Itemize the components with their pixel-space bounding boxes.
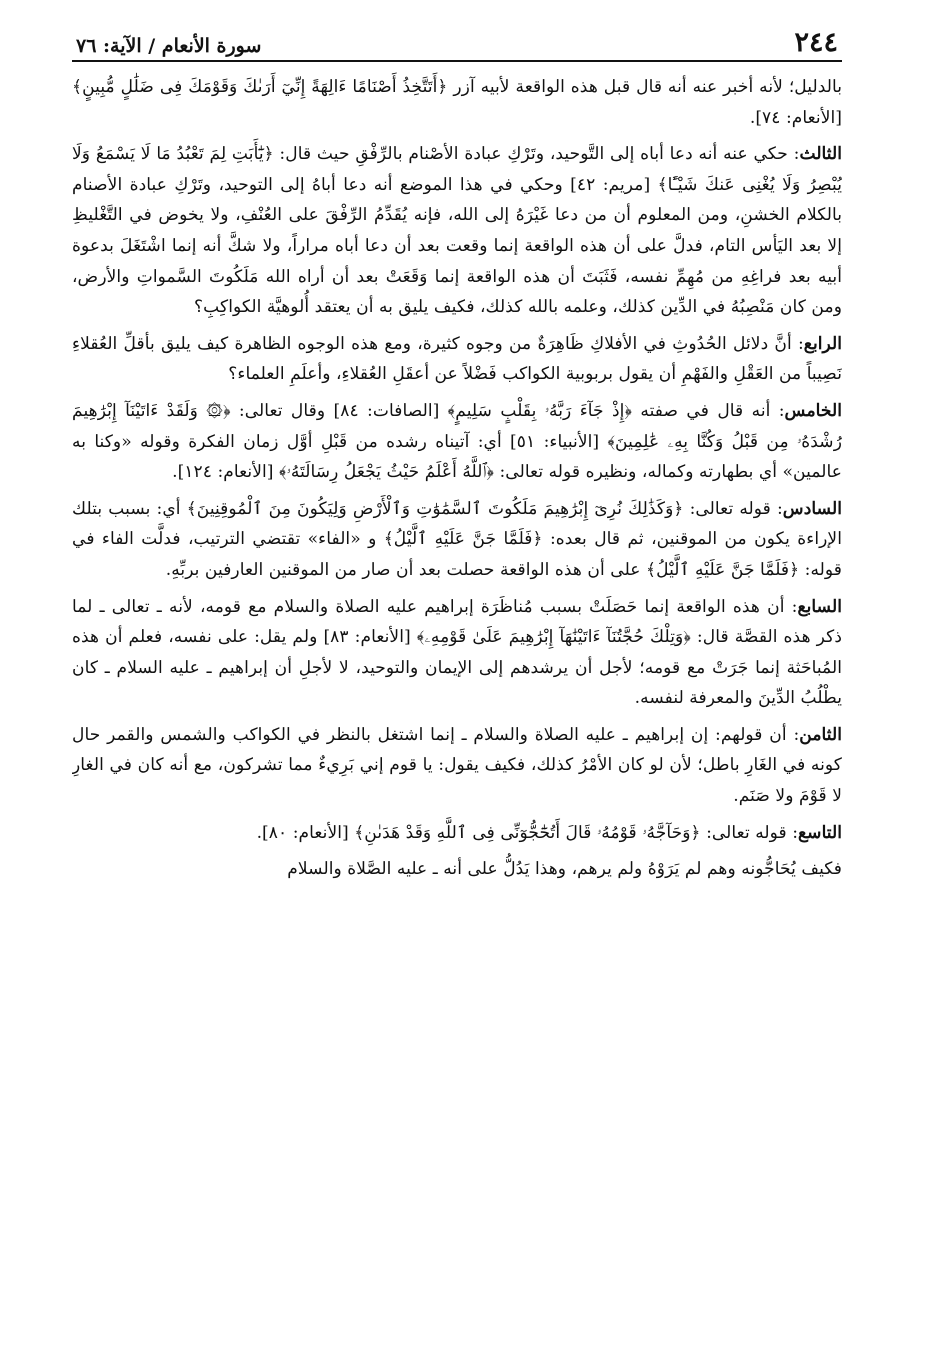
paragraph-label: الثامن [799, 724, 842, 745]
paragraph-label: السابع [797, 596, 842, 617]
paragraph-label: الرابع [803, 333, 842, 354]
paragraph-text: : أنَّ دلائل الحُدُوثِ في الأفلاكِ ظَاهِرَةٌ من وجوه كثيرة، ومع هذه الوجوه الظاهرة كيف يليق بأقلِّ العُقلاءِ نَصِيباً من العَقْلِ والفَهْمِ أن يقول بربوبية الكواكب فَضْلاً عن أعقَلِ العُقلاءِ، وأعلَمِ العلماء؟ [72, 333, 842, 385]
paragraph-sixth [72, 494, 842, 586]
paragraph-text: : حكي عنه أنه دعا أباه إلى التَّوحيد، وتَرْكِ عبادة الأصْنام بالرِّفْقِ حيث قال: ﴿يَٰٓأَبَتِ لِمَ تَعْبُدُ مَا لَا يَسْمَعُ وَلَا يُبْصِرُ وَلَا يُغْنِى عَنكَ شَيْـًٔا﴾ [مريم: ٤٢] وحكي في هذا الموضع أنه دعا أباهُ إلى التوحيد، وتَرْكِ عبادة الأصنام بالكلام الخشنِ، ومن المعلوم أن من دعا غَيْرَهُ إلى الله، فإنه يُقَدِّمُ الرِّفْقَ على العُنْفِ، ولا يخوض في التَّغْليظِ إلا بعد اليَأس التام، فدلَّ على أن هذه الواقعة إنما وقعت بعد أن دعا أباه مراراً، ولا شكَّ أنه إنما اشْتَغَلَ بدعوة أبيه بعد فراغِهِ من مُهِمِّ نفسه، فَثَبَتَ أن هذه الواقعة إنما وَقَعَتْ بعد أن أراه الله مَلَكُوتَ السَّمواتِ والأرض، ومن كان مَنْصِبُهُ في الدِّين كذلك، وعلمه بالله كذلك، فكيف يليق به أن يعتقد أُلوهيَّة الكواكِبِ؟ [72, 144, 842, 318]
paragraph-intro [72, 72, 842, 133]
paragraph-text: فكيف يُحَاجُّونه وهم لم يَرَوْهُ ولم يرهم، وهذا يَدُلُّ على أنه ـ عليه الصَّلاة والسلام [287, 859, 842, 880]
paragraph-seventh [72, 592, 842, 714]
running-title: سورة الأنعام / الآية: ٧٦ [76, 35, 262, 57]
paragraph-continuation [72, 854, 842, 885]
paragraph-text: : أن قولهم: إن إبراهيم ـ عليه الصلاة والسلام ـ إنما اشتغل بالنظر في الكواكب والشمس والقمر حال كونه في الغَارِ باطل؛ لأن لو كان الأمْرُ كذلك، فكيف يقول: يا قوم إني بَرِيءٌ مما تشركون، مع أنه كان في الغارِ لا قَوْمَ ولا صَنَم. [72, 724, 842, 807]
paragraph-third [72, 139, 842, 323]
paragraph-text: : أن هذه الواقعة إنما حَصَلَتْ بسبب مُناظَرَة إبراهيم عليه الصلاة والسلام مع قومه، لأنه ـ تعالى ـ لما ذكر هذه القصَّة قال: ﴿وَتِلْكَ حُجَّتُنَآ ءَاتَيْنَٰهَآ إِبْرَٰهِيمَ عَلَىٰ قَوْمِهِۦ﴾ [الأنعام: ٨٣] ولم يقل: على نفسه، فعلم أن هذه المُباحَثة إنما جَرَتْ مع قومه؛ لأجل أن يرشدهم إلى الإيمان والتوحيد، لا لأجلِ أن إبراهيم ـ عليه السلام ـ كان يطْلُبُ الدِّينَ والمعرفة لنفسه. [72, 596, 842, 709]
book-page [72, 22, 842, 1347]
paragraph-label: السادس [782, 498, 842, 519]
page-number: ٢٤٤ [794, 27, 838, 58]
paragraph-fourth [72, 329, 842, 390]
page-header [72, 22, 842, 60]
paragraph-text: : قوله تعالى: ﴿وَكَذَٰلِكَ نُرِىٓ إِبْرَٰهِيمَ مَلَكُوتَ ٱلسَّمَٰوَٰتِ وَٱلْأَرْضِ وَلِيَكُونَ مِنَ ٱلْمُوقِنِينَ﴾ أي: بسبب بتلك الإراءة يكون من الموقنين، ثم قال بعده: ﴿فَلَمَّا جَنَّ عَلَيْهِ ٱلَّيْلُ﴾ و «الفاء» تقتضي الترتيب، فدلَّت الفاء في قوله: ﴿فَلَمَّا جَنَّ عَلَيْهِ ٱلَّيْلُ﴾ على أن هذه الواقعة حصلت بعد أن صار من الموقنين العارفين بربِّهِ. [72, 498, 842, 580]
paragraph-fifth [72, 396, 842, 488]
paragraph-label: الثالث [799, 144, 842, 165]
paragraph-text: : قوله تعالى: ﴿وَحَآجَّهُۥ قَوْمُهُۥ قَالَ أَتُحَٰٓجُّوٓنِّى فِى ٱللَّهِ وَقَدْ هَدَىٰنِ﴾ [الأنعام: ٨٠]. [256, 822, 799, 843]
paragraph-text: : أنه قال في صفته ﴿إِذْ جَآءَ رَبَّهُۥ بِقَلْبٍ سَلِيمٍ﴾ [الصافات: ٨٤] وقال تعالى: ﴿۞ وَلَقَدْ ءَاتَيْنَآ إِبْرَٰهِيمَ رُشْدَهُۥ مِن قَبْلُ وَكُنَّا بِهِۦ عَٰلِمِينَ﴾ [الأنبياء: ٥١] أي: آتيناه رشده من قَبْلِ أوَّل زمان الفكرة وقوله «وكنا به عالمين» أي بطهارته وكماله، ونظيره قوله تعالى: ﴿ٱللَّهُ أَعْلَمُ حَيْثُ يَجْعَلُ رِسَالَتَهُۥ﴾ [الأنعام: ١٢٤]. [72, 400, 842, 483]
paragraph-eighth [72, 720, 842, 812]
paragraph-text: بالدليل؛ لأنه أخبر عنه أنه قال قبل هذه الواقعة لأبيه آزر ﴿أَتَتَّخِذُ أَصْنَامًا ءَالِهَةً إِنِّيٓ أَرَىٰكَ وَقَوْمَكَ فِى ضَلَٰلٍ مُّبِينٍ﴾ [الأنعام: ٧٤]. [72, 77, 842, 128]
paragraph-ninth [72, 818, 842, 849]
paragraph-label: التاسع [798, 822, 842, 843]
header-divider [72, 60, 842, 62]
paragraph-label: الخامس [784, 400, 842, 421]
page-body [72, 72, 842, 885]
